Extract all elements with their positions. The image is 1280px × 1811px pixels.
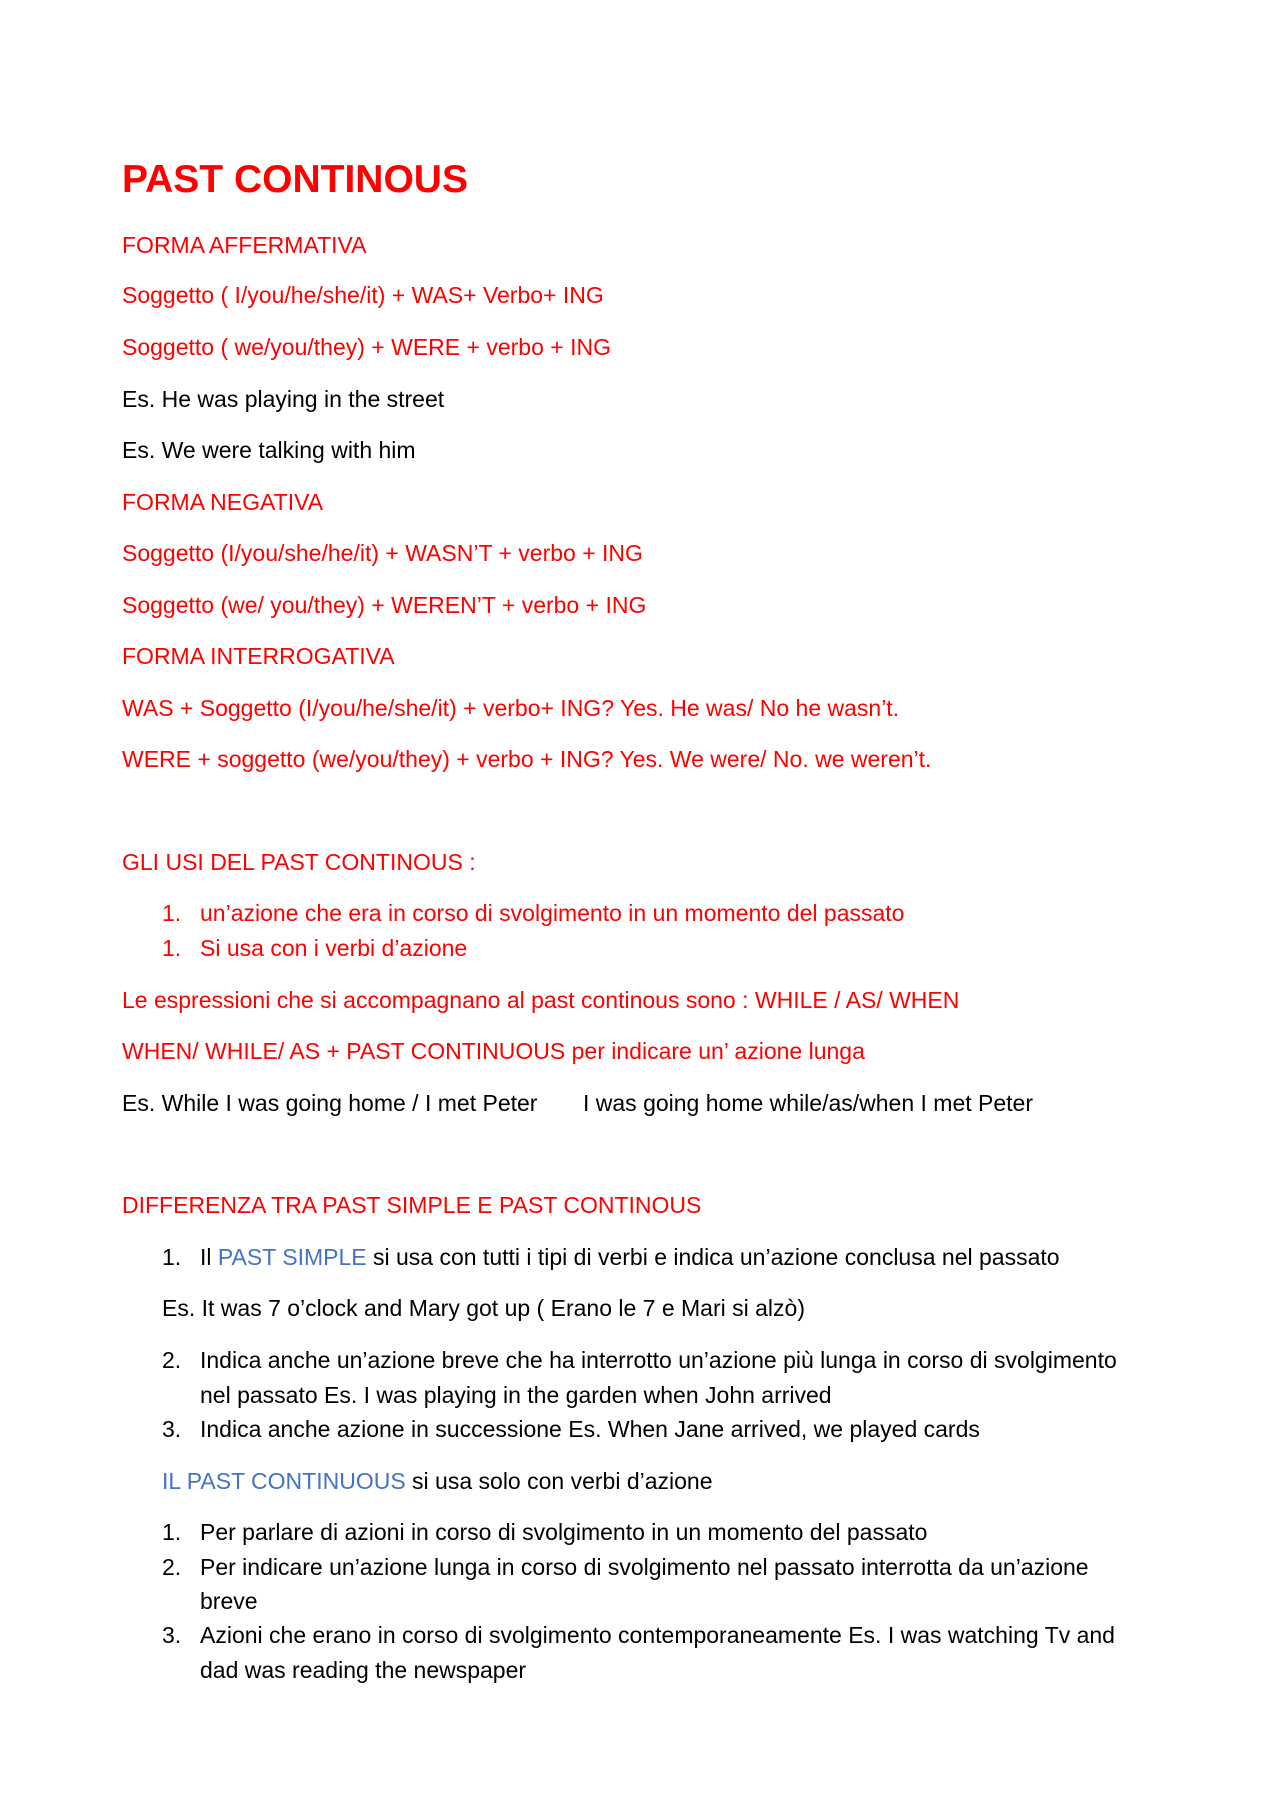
diff-item-1 <box>200 1242 1060 1272</box>
diff-item-3-number: 3. <box>162 1416 182 1442</box>
usi-when-while: WHEN/ WHILE/ AS + PAST CONTINUOUS per indicare un’ azione lunga <box>122 1038 865 1064</box>
past-continuous-usage-post: si usa solo con verbi d’azione <box>405 1468 713 1494</box>
usi-item-2: Si usa con i verbi d’azione <box>200 935 468 961</box>
heading-usi: GLI USI DEL PAST CONTINOUS : <box>122 849 476 875</box>
heading-differenza: DIFFERENZA TRA PAST SIMPLE E PAST CONTINOUS <box>122 1192 702 1218</box>
usi-item-2-number: 1. <box>162 935 182 961</box>
diff-item-2-number: 2. <box>162 1347 182 1373</box>
diff-item-2-line-2: nel passato Es. I was playing in the garden when John arrived <box>200 1382 832 1408</box>
example-affermativa-1: Es. He was playing in the street <box>122 386 445 412</box>
diff-item-3: Indica anche azione in successione Es. When Jane arrived, we played cards <box>200 1416 980 1442</box>
cont-item-2-line-2: breve <box>200 1588 258 1614</box>
diff-item-2-line-1: Indica anche un’azione breve che ha interrotto un’azione più lunga in corso di svolgimento <box>200 1347 1117 1373</box>
cont-item-1: Per parlare di azioni in corso di svolgimento in un momento del passato <box>200 1519 928 1545</box>
usi-example-b: I was going home while/as/when I met Peter <box>583 1090 1034 1116</box>
page-title: PAST CONTINOUS <box>122 158 468 201</box>
usi-item-1: un’azione che era in corso di svolgimento in un momento del passato <box>200 900 905 926</box>
cont-item-3-line-1: Azioni che erano in corso di svolgimento contemporaneamente Es. I was watching Tv and <box>200 1622 1115 1648</box>
usi-expressions: Le espressioni che si accompagnano al past continous sono : WHILE / AS/ WHEN <box>122 987 960 1013</box>
cont-item-3-line-2: dad was reading the newspaper <box>200 1657 527 1683</box>
past-continuous-highlight: IL PAST CONTINUOUS <box>162 1468 406 1494</box>
heading-forma-affermativa: FORMA AFFERMATIVA <box>122 232 367 258</box>
heading-forma-interrogativa: FORMA INTERROGATIVA <box>122 643 395 669</box>
usi-example-a: Es. While I was going home / I met Peter <box>122 1090 538 1116</box>
cont-item-3-number: 3. <box>162 1622 182 1648</box>
cont-item-2-line-1: Per indicare un’azione lunga in corso di svolgimento nel passato interrotta da un’azione <box>200 1554 1089 1580</box>
rule-affermativa-plural: Soggetto ( we/you/they) + WERE + verbo + ING <box>122 334 611 360</box>
rule-negativa-singular: Soggetto (I/you/she/he/it) + WASN’T + verbo + ING <box>122 540 643 566</box>
usi-item-1-number: 1. <box>162 900 182 926</box>
example-affermativa-2: Es. We were talking with him <box>122 437 416 463</box>
cont-item-1-number: 1. <box>162 1519 182 1545</box>
heading-forma-negativa: FORMA NEGATIVA <box>122 489 324 515</box>
past-simple-highlight: PAST SIMPLE <box>217 1244 367 1270</box>
rule-interrogativa-plural: WERE + soggetto (we/you/they) + verbo + ING? Yes. We were/ No. we weren’t. <box>122 746 932 772</box>
rule-negativa-plural: Soggetto (we/ you/they) + WEREN’T + verbo + ING <box>122 592 647 618</box>
rule-affermativa-singular: Soggetto ( I/you/he/she/it) + WAS+ Verbo+ ING <box>122 282 604 308</box>
diff-item-1-example: Es. It was 7 o’clock and Mary got up ( Erano le 7 e Mari si alzò) <box>162 1295 805 1321</box>
rule-interrogativa-singular: WAS + Soggetto (I/you/he/she/it) + verbo+ ING? Yes. He was/ No he wasn’t. <box>122 695 900 721</box>
cont-item-2-number: 2. <box>162 1554 182 1580</box>
past-continuous-usage <box>162 1466 713 1496</box>
diff-item-1-post: si usa con tutti i tipi di verbi e indica un’azione conclusa nel passato <box>366 1244 1060 1270</box>
diff-item-1-pre: Il <box>200 1244 218 1270</box>
diff-item-1-number: 1. <box>162 1244 182 1270</box>
